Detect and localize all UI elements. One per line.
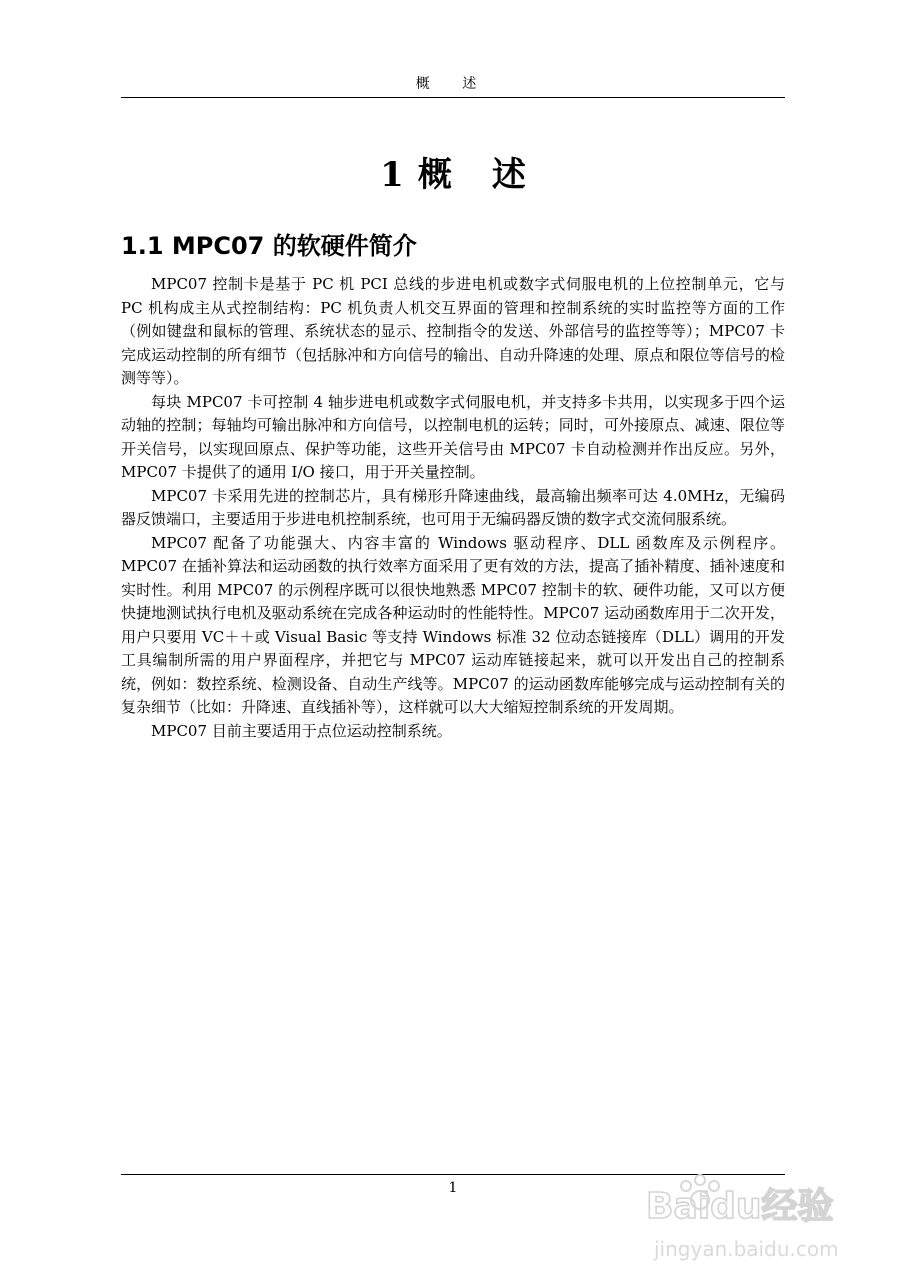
section-heading: 1.1 MPC07 的软硬件简介 <box>121 232 417 260</box>
paragraph-4: MPC07 配备了功能强大、内容丰富的 Windows 驱动程序、DLL 函数库及示例程序。MPC07 在插补算法和运动函数的执行效率方面采用了更有效的方法，提高了插补精度、插补速度和实时性。利用 MPC07 的示例程序既可以很快地熟悉 MPC07 控制卡的软、硬件功能，又可以方便快捷地测试执行电机及驱动系统在完成各种运动时的性能特性。MPC07 运动函数库用于二次开发，用户只要用 VC＋＋或 Visual Basic 等支持 Windows 标准 32 位动态链接库（DLL）调用的开发工具编制所需的用户界面程序，并把它与 MPC07 运动库链接起来，就可以开发出自己的控制系统，例如：数控系统、检测设备、自动生产线等。MPC07 的运动函数库能够完成与运动控制有关的复杂细节（比如：升降速、直线插补等），这样就可以大大缩短控制系统的开发周期。 <box>121 533 785 716</box>
chapter-title-part1: 概 <box>417 155 452 195</box>
body-text <box>121 273 785 743</box>
header-rule <box>121 97 785 98</box>
paragraph-5: MPC07 目前主要适用于点位运动控制系统。 <box>151 721 452 740</box>
paragraph-3: MPC07 卡采用先进的控制芯片，具有梯形升降速曲线，最高输出频率可达 4.0MHz，无编码器反馈端口，主要适用于步进电机控制系统，也可用于无编码器反馈的数字式交流伺服系统。 <box>121 486 785 528</box>
paragraph-2: 每块 MPC07 卡可控制 4 轴步进电机或数字式伺服电机，并支持多卡共用，以实现多于四个运动轴的控制；每轴均可输出脉冲和方向信号，以控制电机的运转；同时，可外接原点、减速、限位等开关信号，以实现回原点、保护等功能，这些开关信号由 MPC07 卡自动检测并作出反应。另外，MPC07 卡提供了的通用 I/O 接口，用于开关量控制。 <box>121 392 785 481</box>
running-header: 概 述 <box>415 76 491 92</box>
paragraph-1: MPC07 控制卡是基于 PC 机 PCI 总线的步进电机或数字式伺服电机的上位控制单元，它与 PC 机构成主从式控制结构：PC 机负责人机交互界面的管理和控制系统的实时监控等方面的工作（例如键盘和鼠标的管理、系统状态的显示、控制指令的发送、外部信号的监控等等）；MPC07 卡完成运动控制的所有细节（包括脉冲和方向信号的输出、自动升降速的处理、原点和限位等信号的检测等等）。 <box>121 275 785 387</box>
page-number: 1 <box>448 1180 458 1196</box>
chapter-title-part2: 述 <box>491 155 526 195</box>
chapter-number: 1 <box>380 155 404 195</box>
baidu-jingyan-watermark <box>640 1160 870 1265</box>
watermark-url-text: jingyan.baidu.com <box>654 1237 839 1261</box>
watermark-logo-text: Baidu经验 <box>646 1186 834 1227</box>
chapter-title <box>121 152 785 198</box>
